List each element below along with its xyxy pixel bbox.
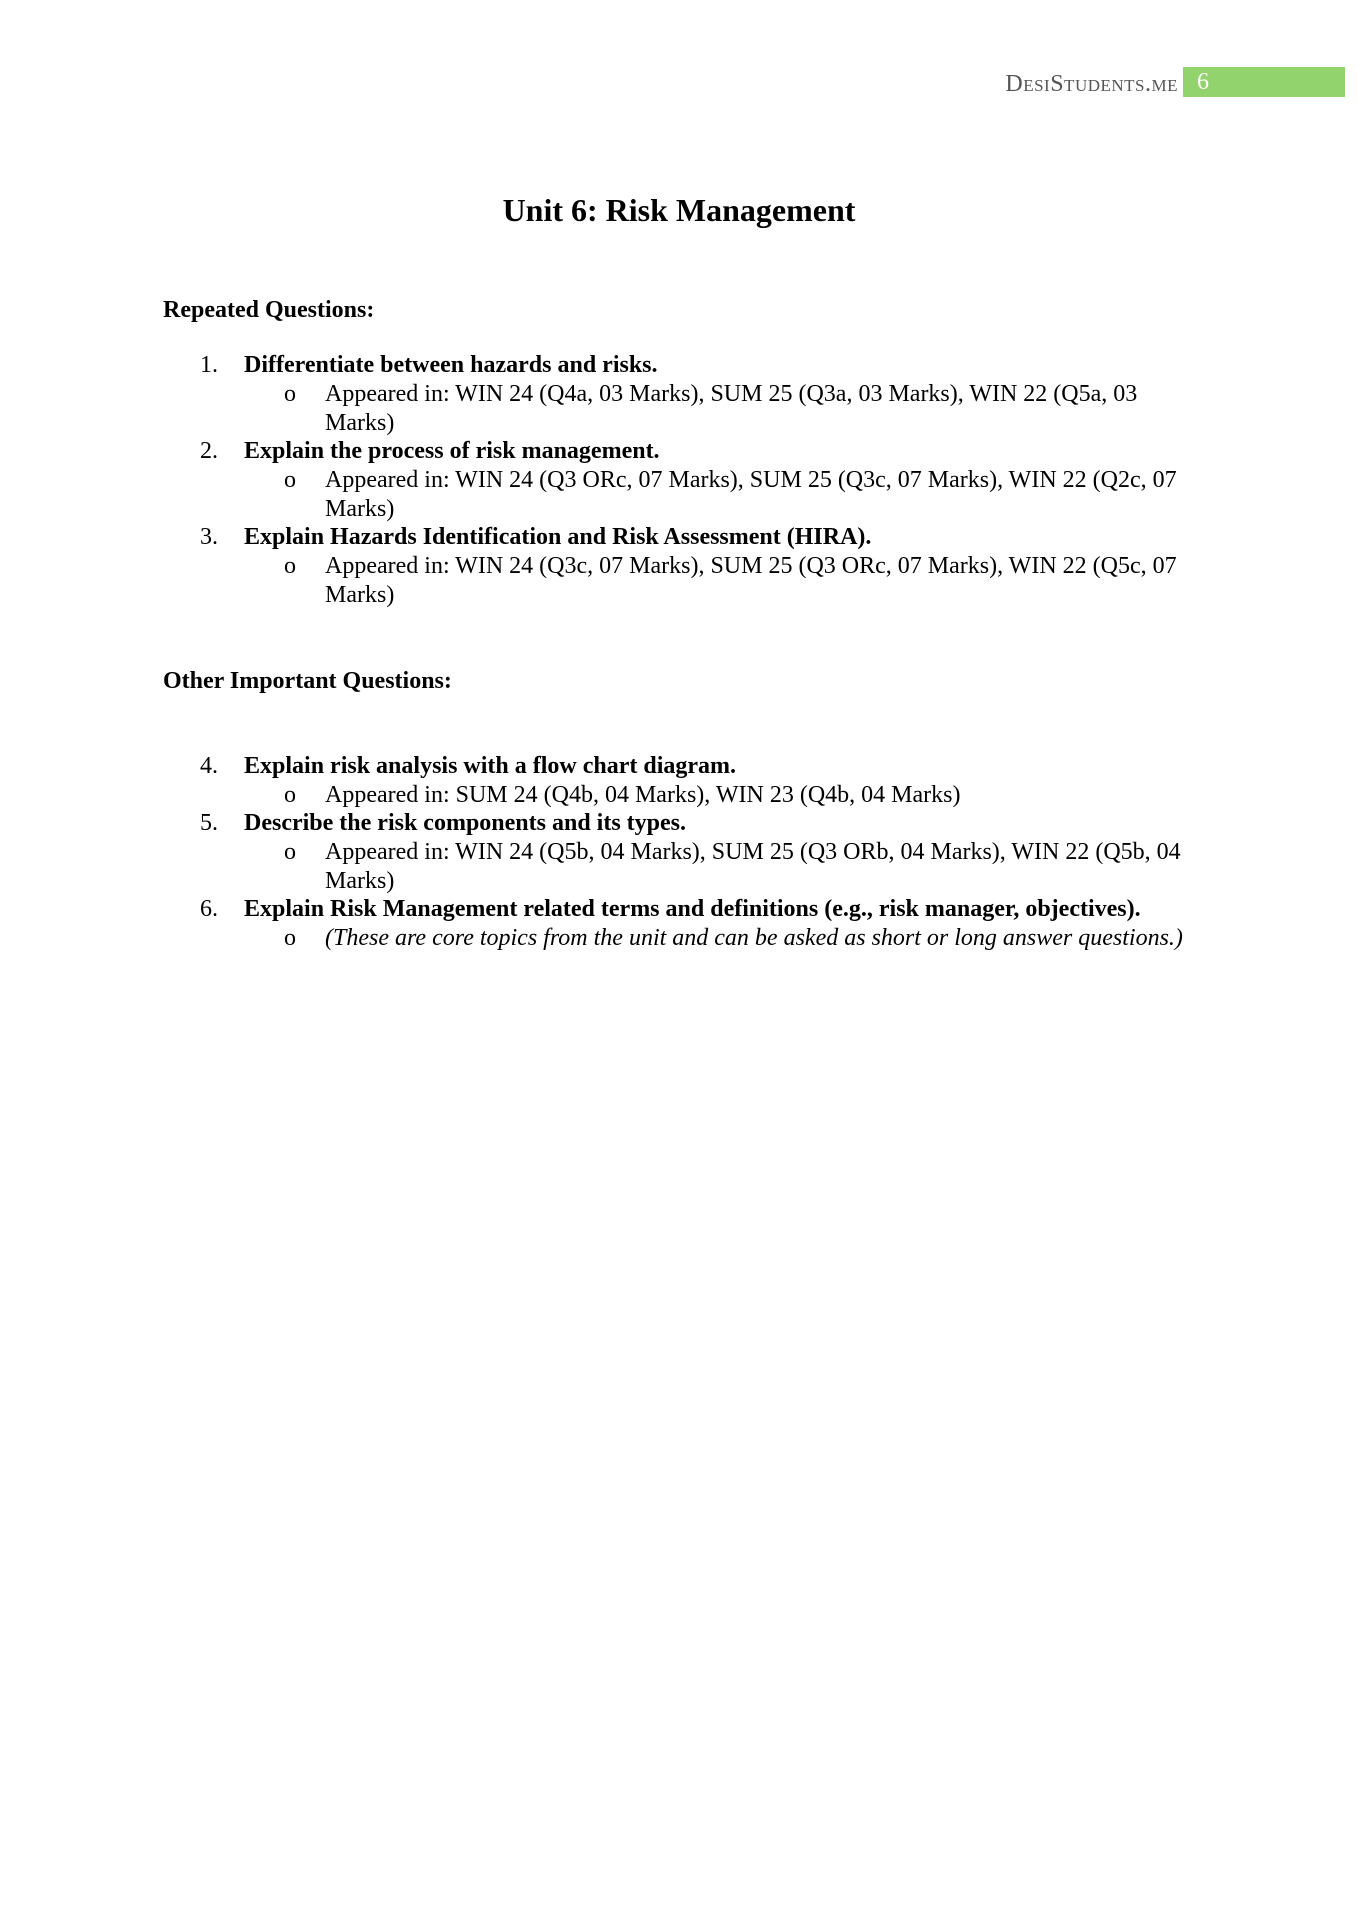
detail-text: Appeared in: WIN 24 (Q4a, 03 Marks), SUM 25 (Q3a, 03 Marks), WIN 22 (Q5a, 03 Marks) <box>325 381 1138 436</box>
page-number: 6 <box>1197 69 1209 95</box>
detail-text: Appeared in: SUM 24 (Q4b, 04 Marks), WIN 23 (Q4b, 04 Marks) <box>325 782 961 808</box>
detail-text: (These are core topics from the unit and can be asked as short or long answer questions.) <box>325 925 1183 951</box>
question-number: 2. <box>200 438 218 464</box>
bullet-marker: o <box>284 467 296 493</box>
question-text: Describe the risk components and its types. <box>244 810 686 836</box>
header-site-name: DesiStudents.me <box>1005 71 1178 97</box>
question-number: 1. <box>200 352 218 378</box>
question-text: Explain Risk Management related terms and definitions (e.g., risk manager, objectives). <box>244 896 1141 922</box>
detail-text: Appeared in: WIN 24 (Q5b, 04 Marks), SUM 25 (Q3 ORb, 04 Marks), WIN 22 (Q5b, 04 Marks) <box>325 839 1181 894</box>
bullet-marker: o <box>284 839 296 865</box>
section-heading-other: Other Important Questions: <box>163 668 452 694</box>
bullet-marker: o <box>284 782 296 808</box>
question-text: Explain Hazards Identification and Risk Assessment (HIRA). <box>244 524 872 550</box>
bullet-marker: o <box>284 381 296 407</box>
detail-text: Appeared in: WIN 24 (Q3 ORc, 07 Marks), SUM 25 (Q3c, 07 Marks), WIN 22 (Q2c, 07 Marks) <box>325 467 1177 522</box>
detail-text: Appeared in: WIN 24 (Q3c, 07 Marks), SUM 25 (Q3 ORc, 07 Marks), WIN 22 (Q5c, 07 Marks) <box>325 553 1177 608</box>
question-text: Explain the process of risk management. <box>244 438 660 464</box>
page-title: Unit 6: Risk Management <box>502 192 856 228</box>
question-text: Explain risk analysis with a flow chart diagram. <box>244 753 737 779</box>
page-number-badge <box>1183 67 1345 97</box>
bullet-marker: o <box>284 553 296 579</box>
question-number: 5. <box>200 810 218 836</box>
question-number: 3. <box>200 524 218 550</box>
bullet-marker: o <box>284 925 296 951</box>
question-number: 4. <box>200 753 218 779</box>
question-text: Differentiate between hazards and risks. <box>244 352 658 378</box>
section-heading-repeated: Repeated Questions: <box>163 297 375 323</box>
question-number: 6. <box>200 896 218 922</box>
